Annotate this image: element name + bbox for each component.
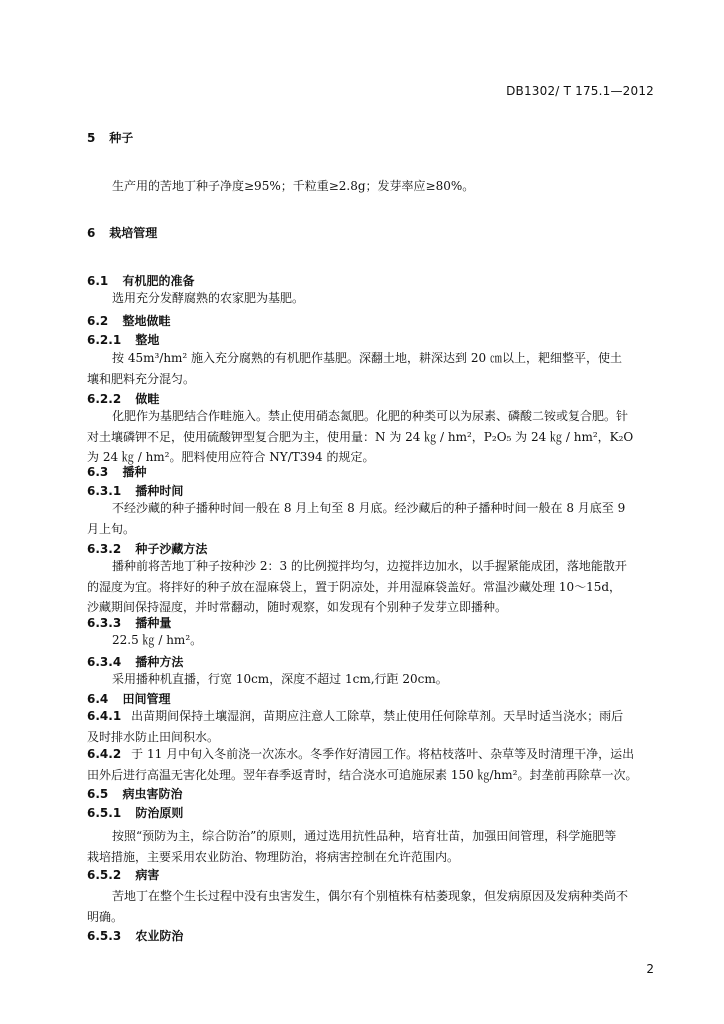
section-title: 种子 <box>109 131 134 145</box>
text-line: 生产用的苦地丁种子净度≥95%；千粒重≥2.8g；发芽率应≥80%。 <box>112 179 475 193</box>
heading-number: 6.3 <box>87 465 109 479</box>
heading-6-3-3 <box>87 614 171 631</box>
paragraph-6-4-2 <box>87 744 657 785</box>
heading-number: 6.5 <box>87 787 109 801</box>
heading-6-5-1 <box>87 804 183 821</box>
text-line: 出苗期间保持土壤湿润，苗期应注意人工除草，禁止使用任何除草剂。天旱时适当浇水；雨后 <box>131 709 624 723</box>
text-line: 按照“预防为主，综合防治”的原则，通过选用抗性品种，培育壮苗，加强田间管理，科学施肥等 <box>112 829 617 843</box>
text-line: 栽培措施，主要采用农业防治、物理防治，将病害控制在允许范围内。 <box>87 849 460 864</box>
text-line: 于 11 月中旬入冬前浇一次冻水。冬季作好清园工作。将枯枝落叶、杂草等及时清理干净，运出 <box>131 747 635 761</box>
heading-6-2-2 <box>87 390 159 407</box>
heading-6-5-3 <box>87 927 183 944</box>
heading-number: 6.1 <box>87 274 109 288</box>
heading-number: 6.4.2 <box>87 747 122 761</box>
heading-number: 6.3.3 <box>87 616 122 630</box>
heading-title: 田间管理 <box>122 692 171 706</box>
heading-6-5-2 <box>87 866 159 883</box>
heading-number: 6.4 <box>87 692 109 706</box>
text-line: 田外后进行高温无害化处理。翌年春季返青时，结合浇水可追施尿素 150 ㎏/hm²。封垄前再除草一次。 <box>87 767 638 782</box>
section-heading-6 <box>87 224 157 241</box>
section-number: 6 <box>87 226 96 240</box>
paragraph <box>87 406 657 468</box>
heading-title: 播种 <box>122 465 147 479</box>
heading-6-3 <box>87 463 146 480</box>
paragraph <box>87 348 657 389</box>
heading-6-3-4 <box>87 653 183 670</box>
paragraph <box>87 886 657 927</box>
section-heading-5 <box>87 129 133 146</box>
heading-number: 6.2.1 <box>87 333 122 347</box>
text-line: 选用充分发酵腐熟的农家肥为基肥。 <box>112 291 305 305</box>
heading-number: 6.4.1 <box>87 709 122 723</box>
text-line: 为 24 ㎏ / hm²。肥料使用应符合 NY/T394 的规定。 <box>87 450 375 464</box>
paragraph <box>87 498 657 539</box>
heading-number: 6.5.1 <box>87 806 122 820</box>
paragraph <box>87 630 682 651</box>
heading-number: 6.2.2 <box>87 392 122 406</box>
heading-number: 6.3.1 <box>87 484 122 498</box>
page-number: 2 <box>646 962 654 976</box>
heading-6-3-1 <box>87 482 183 499</box>
paragraph <box>87 176 682 197</box>
heading-6-5 <box>87 785 182 802</box>
text-line: 壤和肥料充分混匀。 <box>87 371 196 386</box>
heading-6-3-2 <box>87 540 207 557</box>
text-line: 月上旬。 <box>87 521 136 536</box>
text-line: 化肥作为基肥结合作畦施入。禁止使用硝态氮肥。化肥的种类可以为尿素、磷酸二铵或复合肥。针 <box>112 409 629 423</box>
text-line: 沙藏期间保持湿度，并时常翻动，随时观察，如发现有个别种子发芽立即播种。 <box>87 600 508 614</box>
text-line: 采用播种机直播，行宽 10cm，深度不超过 1cm,行距 20cm。 <box>112 672 448 686</box>
paragraph <box>87 826 657 867</box>
heading-6-1 <box>87 272 194 289</box>
section-title: 栽培管理 <box>109 226 158 240</box>
document-id: DB1302/ T 175.1—2012 <box>506 84 654 98</box>
paragraph <box>87 556 657 618</box>
text-line: 及时排水防止田间积水。 <box>87 729 220 744</box>
heading-number: 6.5.3 <box>87 929 122 943</box>
heading-title: 有机肥的准备 <box>122 274 195 288</box>
text-line: 不经沙藏的种子播种时间一般在 8 月上旬至 8 月底。经沙藏后的种子播种时间一般在 8 月底至 9 <box>112 501 626 515</box>
heading-title: 病虫害防治 <box>122 787 183 801</box>
text-line: 对土壤磷钾不足，使用硫酸钾型复合肥为主，使用量：N 为 24 ㎏ / hm²，P₂O₅ 为 24 ㎏ / hm²，K₂O <box>87 429 634 444</box>
heading-number: 6.5.2 <box>87 868 122 882</box>
text-line: 22.5 ㎏ / hm²。 <box>112 633 203 647</box>
heading-title: 播种时间 <box>135 484 184 498</box>
heading-title: 防治原则 <box>135 806 184 820</box>
heading-6-4 <box>87 690 170 707</box>
text-line: 播种前将苦地丁种子按种沙 2：3 的比例搅拌均匀，边搅拌边加水，以手握紧能成团，落地能散开 <box>112 559 627 573</box>
paragraph <box>87 669 682 690</box>
heading-number: 6.2 <box>87 314 109 328</box>
heading-title: 做畦 <box>135 392 160 406</box>
paragraph <box>87 288 682 309</box>
section-number: 5 <box>87 131 96 145</box>
heading-title: 播种量 <box>135 616 172 630</box>
text-line: 的湿度为宜。将拌好的种子放在湿麻袋上，置于阴凉处，并用湿麻袋盖好。常温沙藏处理 10～15d， <box>87 579 622 594</box>
heading-6-2 <box>87 312 170 329</box>
heading-6-2-1 <box>87 331 159 348</box>
heading-title: 整地做畦 <box>122 314 171 328</box>
text-line: 按 45m³/hm² 施入充分腐熟的有机肥作基肥。深翻土地，耕深达到 20 ㎝以上，耙细整平，使土 <box>112 351 622 365</box>
heading-number: 6.3.2 <box>87 542 122 556</box>
heading-title: 整地 <box>135 333 160 347</box>
heading-title: 病害 <box>135 868 160 882</box>
text-line: 苦地丁在整个生长过程中没有虫害发生，偶尔有个别植株有枯萎现象，但发病原因及发病种类尚不 <box>112 889 629 903</box>
heading-title: 播种方法 <box>135 655 184 669</box>
paragraph-6-4-1 <box>87 706 657 747</box>
heading-number: 6.3.4 <box>87 655 122 669</box>
heading-title: 种子沙藏方法 <box>135 542 208 556</box>
heading-title: 农业防治 <box>135 929 184 943</box>
text-line: 明确。 <box>87 909 124 924</box>
